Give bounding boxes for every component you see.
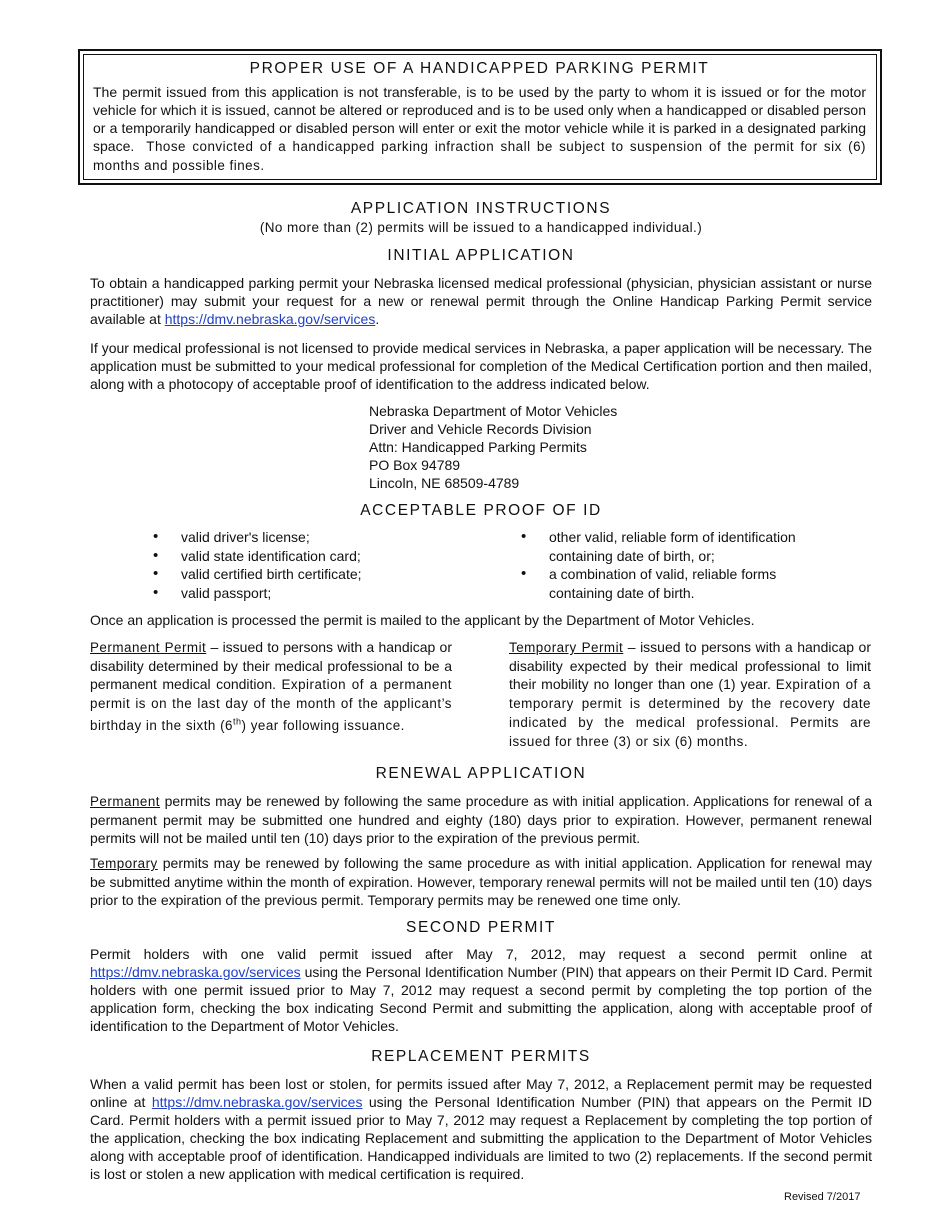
notice-body-fines: Those convicted of a handicapped parking infraction shall be subject to suspension of the permit for six (6) months and possible fines. [93,139,867,173]
address-line-5: Lincoln, NE 68509-4789 [369,475,520,491]
superscript-th: th [233,717,242,727]
second-permit-paragraph [90,945,872,1035]
renewal-temporary-paragraph [90,854,872,909]
notice-body-main: The permit issued from this application is not transferable, is to be used by the party to whom it is issued or for the motor vehicle for which it is issued, cannot be altered or reproduced and is to be used only when a handicapped or disabled person or a temporarily handicapped or disabled person will enter or exit the motor vehicle while it is parked in a designated parking space. [93,84,866,154]
initial-p1-end: . [375,311,380,327]
renewal-title: RENEWAL APPLICATION [375,765,587,782]
temporary-expiration: Expiration of a temporary permit is determined by the recovery date indicated by the medical professional. Permits are issued for three (3) or six (6) months. [509,677,872,749]
replacement-permits-title: REPLACEMENT PERMITS [371,1048,591,1065]
list-item: • a combination of valid, reliable forms containing date of birth. [521,565,821,602]
renewal-temporary-label: Temporary [90,856,158,871]
processed-sentence: Once an application is processed the permit is mailed to the applicant by the Department of Motor Vehicles. [90,612,755,628]
address-line-4: PO Box 94789 [369,457,461,473]
renewal-permanent-text: permits may be renewed by following the same procedure as with initial application. Applications for renewal of a permanent permit may be submitted one hundred and eighty (180) days prior to expiration. However, permanent renewal permits will not be mailed until ten (10) days prior to the expiration of the previous permit. [90,793,872,846]
list-item: • valid state identification card; [153,547,473,566]
notice-box-inner [83,54,877,180]
proof-list-left [153,528,473,602]
initial-paragraph-1 [90,274,872,328]
permanent-permit-text: – issued to persons with a handicap or disability determined by their medical professional to be a permanent medical condition. [90,639,452,692]
initial-application-title: INITIAL APPLICATION [387,247,575,264]
instructions-subtitle: (No more than (2) permits will be issued to a handicapped individual.) [259,220,703,235]
address-line-1: Nebraska Department of Motor Vehicles [369,403,618,419]
list-item: • valid passport; [153,584,473,603]
proof-list-right [521,528,821,602]
replacement-text-2: using the Personal Identification Number (PIN) that appears on the Permit ID Card. Permit holders with a permit issued prior to May 7, 2012 may request a Replacement by completing the top portion of the application, checking the box indicating Replacement and submitting the application to the Department of Motor Vehicles along with acceptable proof of identification. Handicapped individuals are limited to two (2) replacements. If the second permit is lost or stolen a new application with medical certification is required. [90,1094,872,1182]
replacement-text-1: When a valid permit has been lost or stolen, for permits issued after May 7, 2012, a Replacement permit may be requested online at [90,1076,872,1110]
proof-of-id-title: ACCEPTABLE PROOF OF ID [360,502,602,519]
renewal-permanent-label: Permanent [90,794,161,809]
initial-paragraph-2: If your medical professional is not licensed to provide medical services in Nebraska, a paper application will be necessary. The application must be submitted to your medical professional for completion of the Medical Certification portion and then mailed, along with a photocopy of acceptable proof of identification to the address indicated below. [90,340,872,392]
replacement-paragraph [90,1075,872,1183]
permanent-permit-column [90,638,452,735]
address-line-3: Attn: Handicapped Parking Permits [369,439,587,455]
renewal-permanent-paragraph [90,792,872,847]
instructions-title: APPLICATION INSTRUCTIONS [350,200,612,217]
list-item: • other valid, reliable form of identification containing date of birth, or; [521,528,821,565]
mailing-address [369,402,617,492]
second-permit-text-2: using the Personal Identification Number (PIN) that appears on their Permit ID Card. Permit holders with one permit issued prior to May 7, 2012 may request a second permit by completing the top portion of the application form, checking the box indicating Second Permit and submitting the application, along with acceptable proof of identification to the Department of Motor Vehicles. [90,964,872,1034]
temporary-permit-column [509,638,871,751]
second-permit-title: SECOND PERMIT [406,919,556,936]
revised-date: Revised 7/2017 [784,1191,861,1203]
initial-p1-text: To obtain a handicapped parking permit your Nebraska licensed medical professional (physician, physician assistant or nurse practitioner) may submit your request for a new or renewal permit through the Online Handicap Parking Permit service available at [90,275,872,327]
services-link-2[interactable]: https://dmv.nebraska.gov/services [90,964,301,980]
services-link-1[interactable]: https://dmv.nebraska.gov/services [164,311,376,327]
temporary-permit-text: – issued to persons with a handicap or disability expected by their medical professional to limit their mobility no longer than one (1) year. [509,639,871,692]
permanent-expiration-text: Expiration of a permanent permit is on the last day of the month of the applicant’s birthday in the sixth (6 [90,677,452,734]
notice-box [78,49,882,185]
address-line-2: Driver and Vehicle Records Division [369,421,592,437]
list-item: • valid certified birth certificate; [153,565,473,584]
permanent-expiration-end: ) year following issuance. [241,718,405,734]
list-item: • valid driver's license; [153,528,473,547]
second-permit-text-1: Permit holders with one valid permit issued after May 7, 2012, may request a second permit online at [90,946,872,962]
services-link-3[interactable]: https://dmv.nebraska.gov/services [151,1094,363,1110]
notice-body [93,83,866,175]
notice-title: PROPER USE OF A HANDICAPPED PARKING PERMIT [249,60,710,77]
renewal-temporary-text: permits may be renewed by following the same procedure as with initial application. Application for renewal may be submitted anytime within the month of expiration. However, temporary renewal permits will not be mailed until ten (10) days prior to the expiration of the previous permit. Temporary permits may be renewed one time only. [90,855,872,908]
permanent-permit-label: Permanent Permit [90,640,207,655]
temporary-permit-label: Temporary Permit [509,640,624,655]
